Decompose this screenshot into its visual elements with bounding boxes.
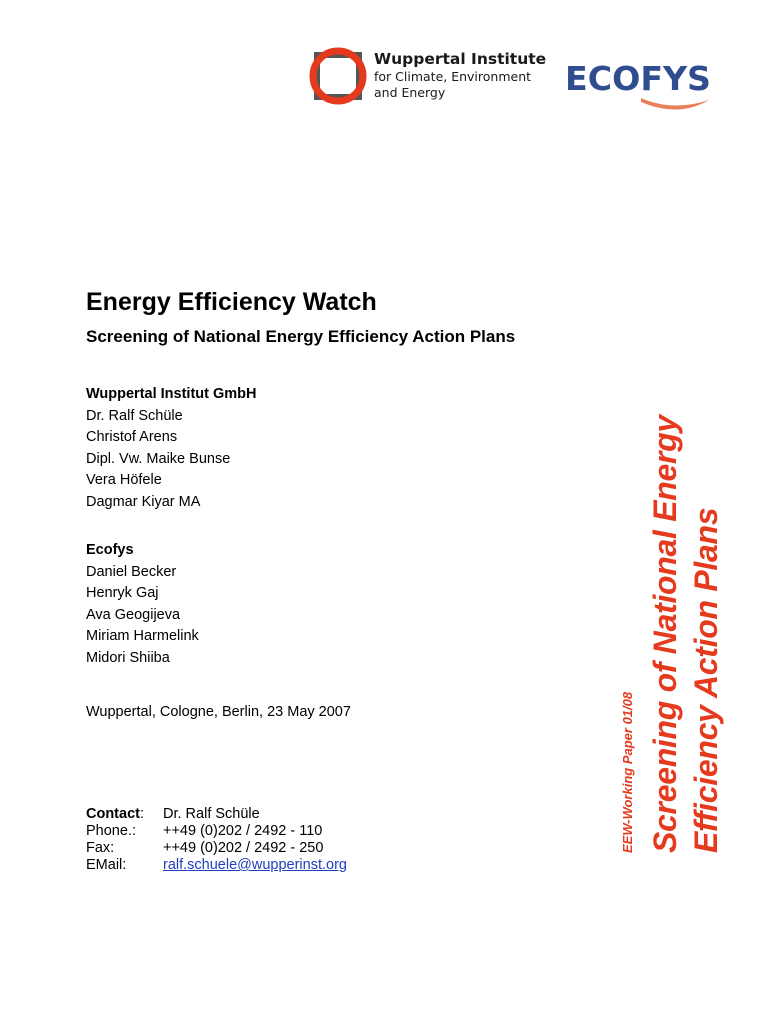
author-name: Dr. Ralf Schüle	[86, 407, 183, 424]
author-name: Daniel Becker	[86, 563, 177, 580]
author-name: Dipl. Vw. Maike Bunse	[86, 450, 231, 467]
author-name: Henryk Gaj	[86, 585, 159, 602]
wuppertal-logo-line3: and Energy	[374, 85, 446, 100]
wuppertal-logo-icon	[308, 46, 368, 106]
email-row	[86, 857, 347, 874]
contact-block	[86, 806, 347, 874]
page-subtitle: Screening of National Energy Efficiency Action Plans	[86, 327, 516, 346]
wuppertal-heading: Wuppertal Institut GmbH	[86, 386, 257, 402]
fax-value: ++49 (0)202 / 2492 - 250	[163, 840, 324, 856]
phone-value: ++49 (0)202 / 2492 - 110	[163, 823, 323, 839]
working-paper-label: EEW-Working Paper 01/08	[620, 691, 635, 853]
contact-label-colon: :	[139, 806, 145, 822]
email-label: EMail:	[86, 857, 127, 873]
page-title: Energy Efficiency Watch	[86, 288, 377, 316]
fax-label: Fax:	[86, 840, 115, 856]
ecofys-authors	[86, 540, 199, 670]
contact-label	[86, 806, 163, 823]
contact-label-text: Contact	[86, 806, 140, 822]
author-name: Miriam Harmelink	[86, 628, 199, 645]
wuppertal-logo-line2: for Climate, Environment	[374, 69, 532, 84]
contact-value: Dr. Ralf Schüle	[163, 806, 260, 822]
contact-row	[86, 806, 347, 823]
wuppertal-logo-text	[374, 50, 546, 101]
phone-label: Phone.:	[86, 823, 136, 839]
email-link[interactable]: ralf.schuele@wupperinst.org	[163, 857, 347, 873]
wuppertal-authors	[86, 384, 257, 514]
author-name: Vera Höfele	[86, 472, 162, 489]
author-name: Christof Arens	[86, 429, 178, 446]
author-name: Midori Shiiba	[86, 649, 170, 666]
phone-row	[86, 823, 347, 840]
side-title-line2: Efficiency Action Plans	[688, 507, 724, 853]
ecofys-heading: Ecofys	[86, 542, 134, 558]
side-title-line1: Screening of National Energy	[647, 415, 683, 853]
fax-row	[86, 840, 347, 857]
wuppertal-logo-name: Wuppertal Institute	[374, 50, 547, 68]
date-line: Wuppertal, Cologne, Berlin, 23 May 2007	[86, 704, 351, 720]
author-name: Dagmar Kiyar MA	[86, 493, 201, 510]
ecofys-logo	[563, 52, 713, 114]
author-name: Ava Geogijeva	[86, 606, 181, 623]
svg-text:ECOFYS: ECOFYS	[565, 59, 711, 98]
